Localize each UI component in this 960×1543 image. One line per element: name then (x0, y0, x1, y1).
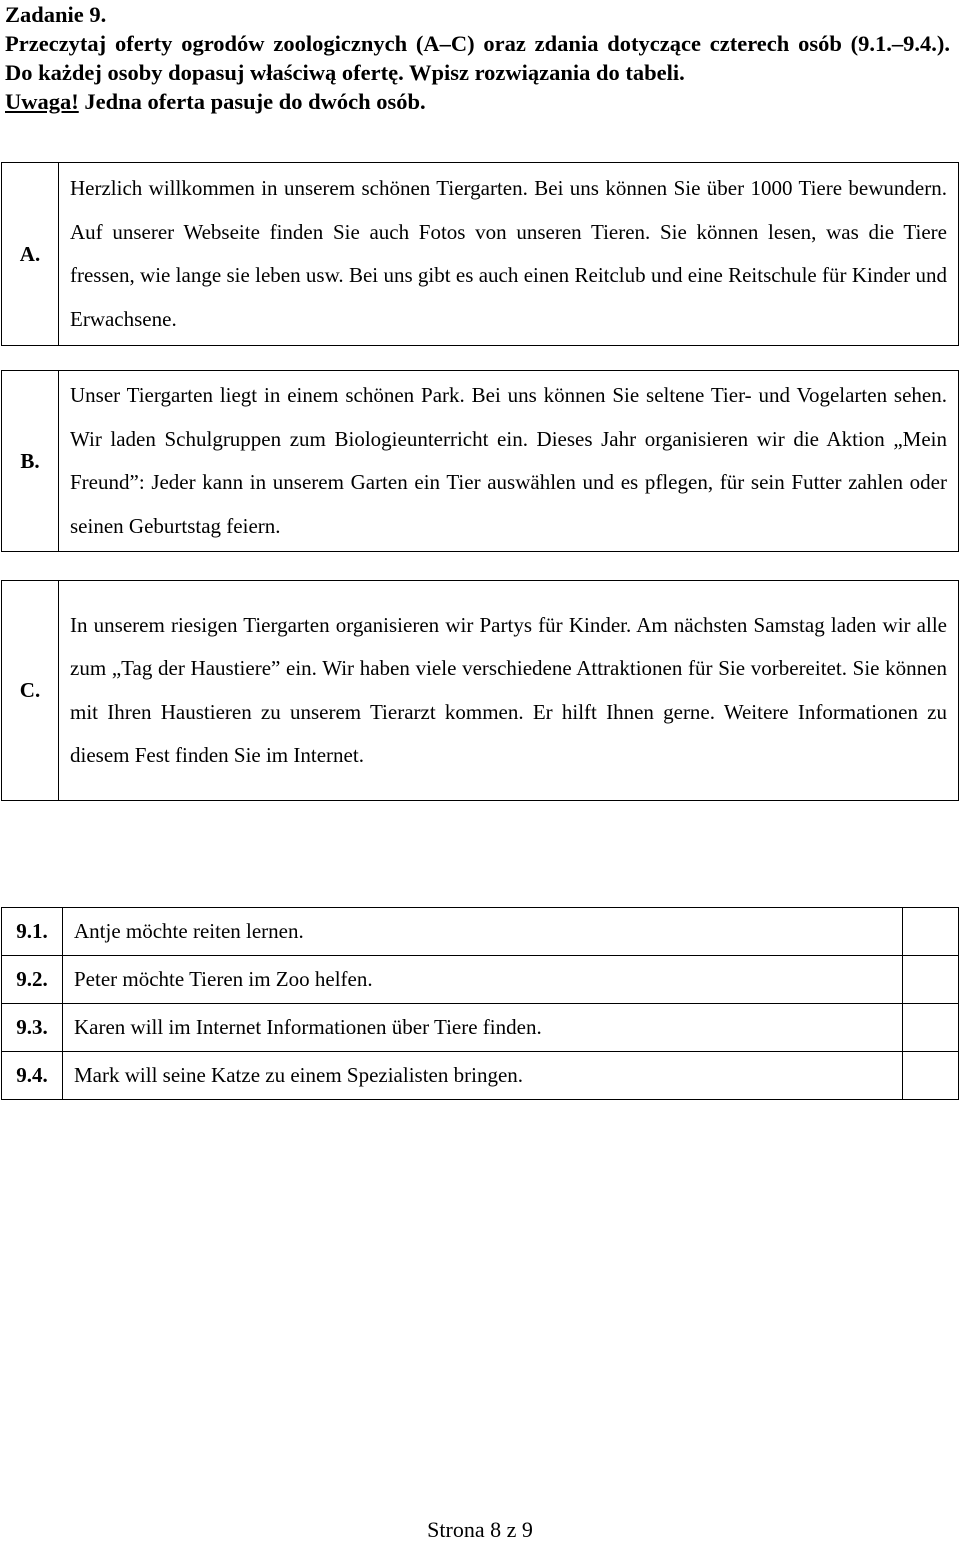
statement-row (2, 908, 959, 956)
statement-text: Karen will im Internet Informationen über Tiere finden. (63, 1004, 903, 1052)
statement-row (2, 1004, 959, 1052)
task-title: Zadanie 9. (5, 2, 107, 27)
answer-cell[interactable] (903, 1052, 959, 1100)
statement-number: 9.2. (2, 956, 63, 1004)
page-number: Strona 8 z 9 (427, 1517, 533, 1542)
task-instruction: Przeczytaj oferty ogrodów zoologicznych (A–C) oraz zdania dotyczące czterech osób (9.1.–9.4.). Do każdej osoby dopasuj właściwą ofertę. Wpisz rozwiązania do tabeli. (5, 31, 950, 85)
offer-letter: B. (2, 371, 59, 552)
offer-a-box (1, 162, 959, 346)
statement-row (2, 956, 959, 1004)
statement-number: 9.4. (2, 1052, 63, 1100)
statement-text: Peter möchte Tieren im Zoo helfen. (63, 956, 903, 1004)
offer-text: In unserem riesigen Tiergarten organisieren wir Partys für Kinder. Am nächsten Samstag laden wir alle zum „Tag der Haustiere” ein. Wir haben viele verschiedene Attraktionen für Sie vorbereitet. Sie können mit Ihren Haustieren zu unserem Tierarzt kommen. Er hilft Ihnen gerne. Weitere Informationen zu diesem Fest finden Sie im Internet. (59, 581, 959, 801)
statement-text: Antje möchte reiten lernen. (63, 908, 903, 956)
offer-letter: A. (2, 163, 59, 346)
offer-text: Unser Tiergarten liegt in einem schönen Park. Bei uns können Sie seltene Tier- und Vogelarten sehen. Wir laden Schulgruppen zum Biologieunterricht ein. Dieses Jahr organisieren wir die Aktion „Mein Freund”: Jeder kann in unserem Garten ein Tier auswählen und es pflegen, für sein Futter zahlen oder seinen Geburtstag feiern. (59, 371, 959, 552)
task-header (5, 0, 950, 116)
statement-row (2, 1052, 959, 1100)
answer-cell[interactable] (903, 908, 959, 956)
offer-b-box (1, 370, 959, 552)
statement-number: 9.1. (2, 908, 63, 956)
offer-c-box (1, 580, 959, 801)
note-label: Uwaga! (5, 89, 79, 114)
offer-text: Herzlich willkommen in unserem schönen Tiergarten. Bei uns können Sie über 1000 Tiere bewundern. Auf unserer Webseite finden Sie auch Fotos von unseren Tieren. Sie können lesen, was die Tiere fressen, wie lange sie leben usw. Bei uns gibt es auch einen Reitclub und eine Reitschule für Kinder und Erwachsene. (59, 163, 959, 346)
answer-cell[interactable] (903, 956, 959, 1004)
answer-cell[interactable] (903, 1004, 959, 1052)
answer-table (1, 907, 959, 1100)
statement-text: Mark will seine Katze zu einem Spezialisten bringen. (63, 1052, 903, 1100)
statement-number: 9.3. (2, 1004, 63, 1052)
task-note (5, 87, 950, 116)
note-text: Jedna oferta pasuje do dwóch osób. (78, 89, 426, 114)
offer-letter: C. (2, 581, 59, 801)
